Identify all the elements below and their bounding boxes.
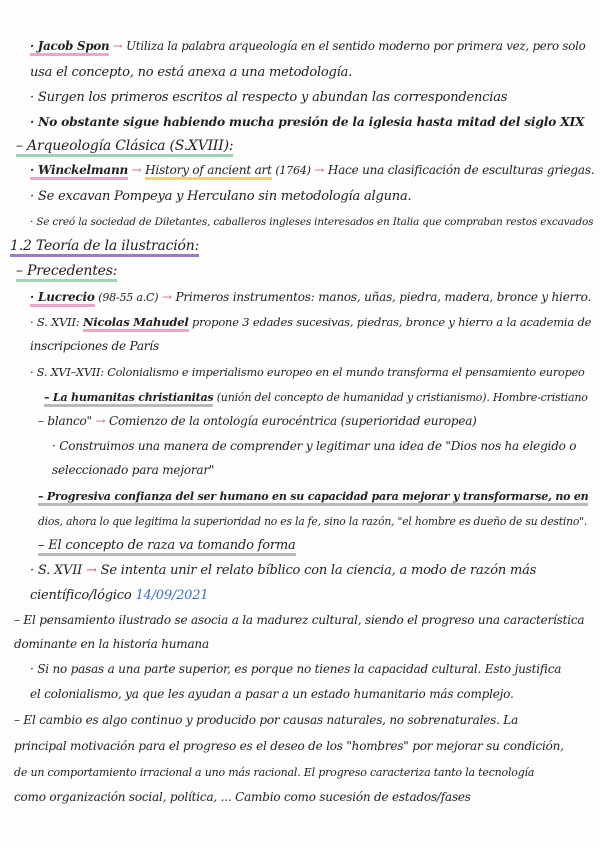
text-line: dios, ahora lo que legitima la superioridad no es la fe, sino la razón, "el hombre es dueño de su destino".	[38, 515, 588, 528]
text-line: · Construimos una manera de comprender y legitimar una idea de "Dios nos ha elegido o	[52, 439, 577, 453]
mahudel-text: propone 3 edades sucesivas, piedras, bronce y hierro a la academia de	[191, 315, 592, 329]
text-line: como organización social, política, ... Cambio como sucesión de estados/fases	[14, 790, 471, 804]
heading-precedentes	[16, 263, 117, 280]
raza-text: – El concepto de raza va tomando forma	[38, 538, 296, 556]
text-line: · Surgen los primeros escritos al respecto y abundan las correspondencias	[30, 90, 508, 105]
jacob-spon-text: Utiliza la palabra arqueología en el sentido moderno por primera vez, pero solo	[126, 39, 586, 53]
arrow-icon: →	[131, 163, 142, 177]
century-label: · S. XVII:	[30, 315, 80, 329]
arrow-icon: →	[86, 563, 97, 578]
lucrecio-name: · Lucrecio	[30, 290, 95, 307]
ontologia-text: Comienzo de la ontología eurocéntrica (superioridad europea)	[109, 414, 477, 428]
winckelmann-text: Hace una clasificación de esculturas griegas.	[327, 163, 595, 177]
line-lucrecio	[30, 289, 591, 306]
humanitas-term: – La humanitas christianitas	[44, 391, 213, 407]
blanco-text: – blanco"	[38, 414, 92, 428]
mahudel-name: Nicolas Mahudel	[83, 315, 188, 332]
text-line: · Se excavan Pompeya y Herculano sin metodología alguna.	[30, 189, 412, 204]
cientifico-text: científico/lógico	[30, 588, 132, 603]
line-humanitas	[44, 389, 588, 406]
heading-arqueologia-clasica	[16, 138, 233, 155]
text-line: principal motivación para el progreso es el deseo de los "hombres" por mejorar su condición,	[14, 739, 564, 753]
arrow-icon: →	[95, 414, 106, 428]
line-winckelmann	[30, 162, 594, 179]
text-line: · Se creó la sociedad de Diletantes, caballeros ingleses interesados en Italia que compraban restos excavados	[30, 216, 594, 228]
arrow-icon: →	[161, 290, 172, 304]
text-line: · Si no pasas a una parte superior, es porque no tienes la capacidad cultural. Esto justifica	[30, 662, 562, 676]
text-line: el colonialismo, ya que les ayudan a pasar a un estado humanitario más complejo.	[30, 687, 514, 701]
heading-text: – Precedentes:	[16, 263, 117, 282]
year: (1764)	[275, 164, 311, 177]
heading-text: – Arqueología Clásica (S.XVIII):	[16, 138, 233, 157]
humanitas-text: (unión del concepto de humanidad y cristianismo). Hombre-cristiano	[216, 391, 588, 404]
text-line: · S. XVI–XVII: Colonialismo e imperialismo europeo en el mundo transforma el pensamiento europeo	[30, 366, 585, 379]
winckelmann-name: · Winckelmann	[30, 163, 128, 180]
progresiva-text: – Progresiva confianza del ser humano en su capacidad para mejorar y transformarse, no en	[38, 490, 588, 506]
text-line: usa el concepto, no está anexa a una metodología.	[30, 65, 353, 80]
text-line: – El pensamiento ilustrado se asocia a la madurez cultural, siendo el progreso una característica	[14, 613, 585, 627]
line-blanco	[38, 413, 477, 430]
heading-teoria-ilustracion	[10, 238, 199, 255]
line-cientifico	[30, 587, 208, 604]
line-progresiva	[38, 488, 588, 505]
jacob-spon-name: · Jacob Spon	[30, 39, 109, 56]
text-line: dominante en la historia humana	[14, 637, 209, 651]
text-line: – El cambio es algo continuo y producido por causas naturales, no sobrenaturales. La	[14, 713, 519, 727]
siglo-text: Se intenta unir el relato bíblico con la ciencia, a modo de razón más	[100, 563, 537, 578]
line-siglo-xvii	[30, 562, 536, 579]
heading-text: 1.2 Teoría de la ilustración:	[10, 238, 199, 257]
arrow-icon: →	[112, 39, 123, 53]
book-title: History of ancient art	[145, 163, 272, 180]
line-mahudel	[30, 314, 591, 331]
text-line: seleccionado para mejorar"	[52, 463, 215, 477]
line-raza	[38, 537, 296, 554]
lucrecio-dates: (98-55 a.C)	[98, 291, 159, 304]
century-label: · S. XVII	[30, 563, 83, 578]
date-stamp: 14/09/2021	[135, 588, 209, 603]
lucrecio-text: Primeros instrumentos: manos, uñas, piedra, madera, bronce y hierro.	[175, 290, 592, 304]
arrow-icon: →	[314, 163, 325, 177]
text-line: de un comportamiento irracional a uno más racional. El progreso caracteriza tanto la tecnología	[14, 766, 535, 779]
line-jacob-spon	[30, 38, 586, 55]
text-line: inscripciones de París	[30, 339, 159, 353]
text-line: · No obstante sigue habiendo mucha presión de la iglesia hasta mitad del siglo XIX	[30, 114, 585, 129]
